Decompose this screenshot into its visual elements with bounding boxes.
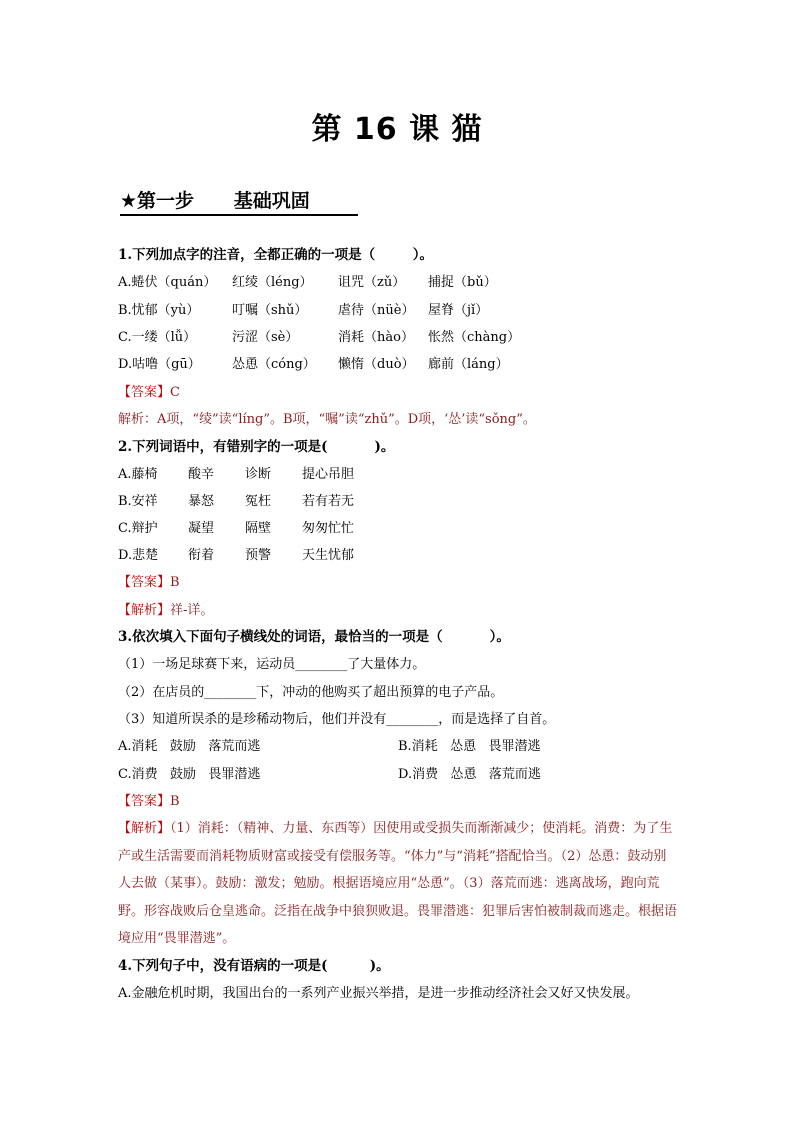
question-3-option-d: D.消费 怂恿 落荒而逃 <box>398 767 541 782</box>
question-3-stem: 3.依次填入下面句子横线处的词语，最恰当的一项是（ ）。 <box>118 629 510 645</box>
lesson-title: 第 16 课 猫 <box>311 112 483 147</box>
question-1-analysis: 解析：A项，“绫”读“líng”。B项，“嘱”读“zhǔ”。D项，‘怂’读“sǒng”。 <box>118 412 536 427</box>
question-3-option-a: A.消耗 鼓励 落荒而逃 <box>118 739 261 754</box>
question-3-sentence-1: （1）一场足球赛下来，运动员________了大量体力。 <box>118 657 426 672</box>
question-3-sentence-3: （3）知道所误杀的是珍稀动物后，他们并没有________，而是选择了自首。 <box>118 712 556 727</box>
question-3-option-b: B.消耗 怂恿 畏罪潜逃 <box>398 739 541 754</box>
question-3-answer: 【答案】B <box>118 794 180 809</box>
question-4-stem: 4.下列句子中，没有语病的一项是( )。 <box>118 958 390 974</box>
question-3-analysis: 【解析】（1）消耗：（精神、力量、东西等）因使用或受损失而渐渐减少；使消耗。消费：为了生产或生活需要而消耗物质财富或接受有偿服务等。“体力”与“消耗”搭配恰当。（2）怂恿：鼓动别人去做（某事）。鼓励：激发；勉励。根据语境应用“怂恿”。（3）落荒而逃：逃离战场，跑向荒野。形容战败后仓皇逃命。泛指在战争中狼狈败退。畏罪潜逃：犯罪后害怕被制裁而逃走。根据语境应用“畏罪潜逃”。 <box>118 821 678 946</box>
question-4-option-a: A.金融危机时期，我国出台的一系列产业振兴举措，是进一步推动经济社会又好又快发展。 <box>118 986 639 1001</box>
question-2-analysis: 【解析】祥-详。 <box>118 603 214 618</box>
question-1-stem: 1.下列加点字的注音，全都正确的一项是（ ）。 <box>118 247 433 263</box>
question-2-stem: 2.下列词语中，有错别字的一项是( )。 <box>118 439 395 455</box>
question-3-option-c: C.消费 鼓励 畏罪潜逃 <box>118 767 261 782</box>
document-page: 第 16 课 猫 ★第一步 基础巩固 1.下列加点字的注音，全都正确的一项是（ ）。 A.蜷伏（quán） 红绫（léng） 诅咒（zǔ） 捕捉（bǔ） B.忧郁（yù） 叮嘱（shǔ） 虐待（nüè） 屋脊（jǐ） C.一缕（lǚ） 污涩（sè） 消耗（hào） 怅然（chàng） D.咕噜（gū） 怂恿（cóng） 懒惰（duò） 廊前（láng） 【答案】C 解析：A项，“绫”读“líng”。B项，“嘱”读“zhǔ”。D项，‘怂’读“sǒng”。 2.下列词语中，有错别字的一项是( )。 A.藤椅 酸辛 诊断 提心吊胆 B.安祥 暴怒 冤枉 若有若无 C.辩护 凝望 隔壁 匆匆忙忙 D.悲楚 衔着 预警 天生忧郁 【答案】B 【解析】祥-详。 3.依次填入下面句子横线处的词语，最恰当的一项是（ ）。 （1）一场足球赛下来，运动员________了大量体力。 （2）在店员的________下，冲动的他购买了超出预算的电子产品。 （3）知道所误杀的是珍稀动物后，他们并没有________，而是选择了自首。 A.消耗 鼓励 落荒而逃 B.消耗 怂恿 畏罪潜逃 C.消费 鼓励 畏罪潜逃 D.消费 怂恿 落荒而逃 【答案】B 【解析】（1）消耗：（精神、力量、东西等）因使用或受损失而渐渐减少；使消耗。消费：为了生产或生活需要而消耗物质财富或接受有偿服务等。“体力”与“消耗”搭配恰当。（2）怂恿：鼓动别人去做（某事）。鼓励：激发；勉励。根据语境应用“怂恿”。（3）落荒而逃：逃离战场，跑向荒野。形容战败后仓皇逃命。泛指在战争中狼狈败退。畏罪潜逃：犯罪后害怕被制裁而逃走。根据语境应用“畏罪潜逃”。 4.下列句子中，没有语病的一项是( )。 A.金融危机时期，我国出台的一系列产业振兴举措，是进一步推动经济社会又好又快发展。 <box>0 0 794 1123</box>
question-2-answer: 【答案】B <box>118 575 180 590</box>
question-1-answer: 【答案】C <box>118 385 180 400</box>
section-heading: ★第一步 基础巩固 <box>120 186 358 216</box>
question-3-sentence-2: （2）在店员的________下，冲动的他购买了超出预算的电子产品。 <box>118 685 504 700</box>
